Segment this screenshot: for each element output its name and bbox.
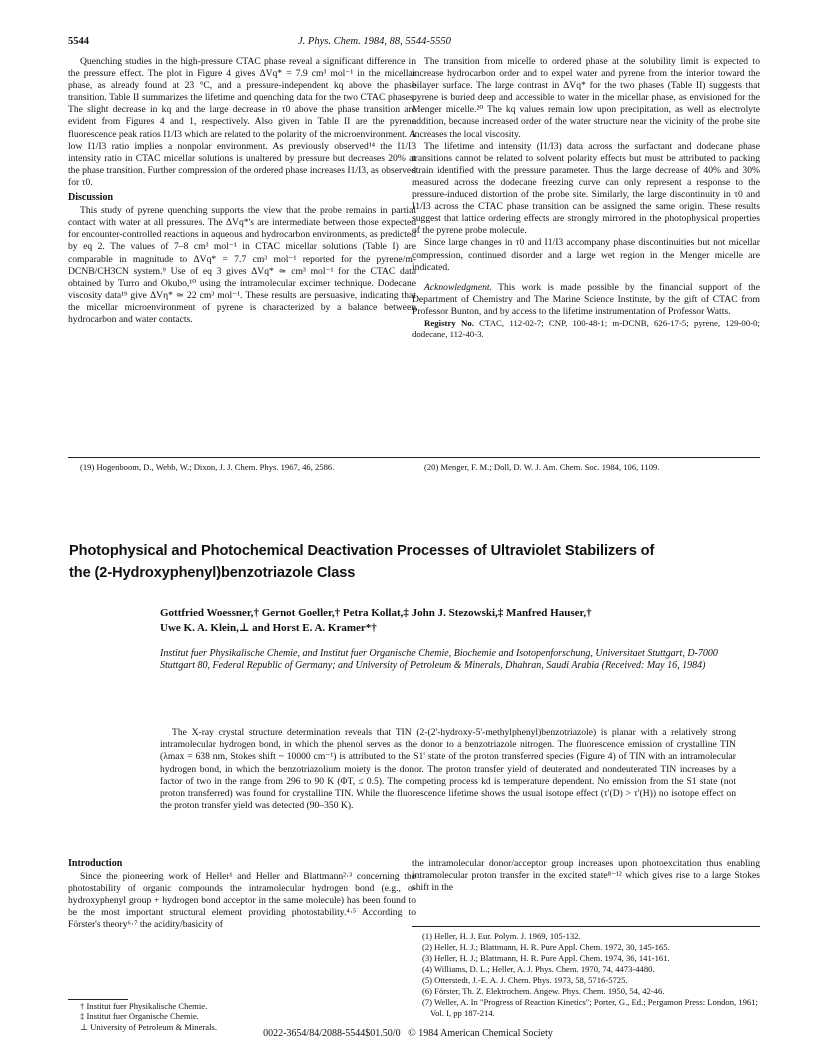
footer-code: 0022-3654/84/2088-5544$01.50/0 (263, 1028, 401, 1039)
article-title-line-2: the (2-Hydroxyphenyl)benzotriazole Class (69, 565, 356, 581)
discussion-heading: Discussion (68, 192, 114, 204)
left-paragraph-2: This study of pyrene quenching supports the view that the probe remains in partial contact with water at all pressures. The ΔVq*'s are intermediate between those expected for encounter-controlled reactions in aqueous and hydrocarbon environments, as predicted by eq 2. The values of 7–8 cm³ mol⁻¹ in CTAC micellar solutions (Table I) are comparable in magnitude to ΔVq* = 7.7 cm³ mol⁻¹ reported for the pyrene/m-DCNB/CH3CN system.⁹ Use of eq 3 gives ΔVq* ≃ cm³ mol⁻¹ for the CTAC data obtained by Turro and Okubo,¹⁰ using the intramolecular excimer technique. Dodecane viscosity data¹⁹ give ΔVη* ≃ 22 cm³ mol⁻¹. These results are persuasive, indicating that the micellar microenvironment of pyrene is characterized by a balance between hydrocarbon and water contacts. (68, 205, 416, 325)
introduction-heading: Introduction (68, 858, 123, 869)
affil-footnote-rule (68, 999, 128, 1000)
abstract (160, 727, 736, 812)
right-paragraph-3: Since large changes in τ0 and I1/I3 accompany phase discontinuities but not micellar compression, continued disorder and a large wet region in the Menger micelle are indicated. (412, 237, 760, 273)
reference-2: (2) Heller, H. J.; Blattmann, H. R. Pure Appl. Chem. 1972, 30, 145-165. (422, 942, 670, 952)
affil-note-2: ‡ Institut fuer Organische Chemie. (80, 1011, 199, 1022)
reference-4: (4) Williams, D. L.; Heller, A. J. Phys. Chem. 1970, 74, 4473-4480. (422, 964, 655, 974)
registry-text: CTAC, 112-02-7; CNP, 100-48-1; m-DCNB, 626-17-5; pyrene, 129-00-0; dodecane, 112-40-3. (412, 317, 760, 339)
left-paragraph-1: Quenching studies in the high-pressure CTAC phase reveal a significant difference in the pressure effect. The plot in Figure 4 gives ΔVq* = 7.9 cm³ mol⁻¹ in the micellar phase, as already found at 23 °C, and a pressure-independent kq above the phase transition. Table II summarizes the lifetime and quenching data for the two CTAC phases. The slight decrease in kq and the large decrease in τ0 above the phase transition are evident from Figures 4 and 1, respectively. Also given in Table II are the pyrene fluorescence peak ratios I1/I3 which are related to the polarity of the microenvironment. A low I1/I3 ratio implies a nonpolar environment. As previously observed¹⁴ the I1/I3 intensity ratio in CTAC micellar solutions is unaltered by pressure but decreases 20% at the phase transition. Further compression of the ordered phase increases I1/I3, as observed for τ0. (68, 56, 416, 188)
right-paragraph-1: The transition from micelle to ordered phase at the solubility limit is expected to increase hydrocarbon order and to expel water and pyrene from the interior toward the bilayer surface. The large contrast in ΔVq* for the two phases (Table II) suggests that pyrene is buried deep and accessible to water in the micellar phase, as envisioned for the Menger micelle.²⁰ The kq values remain low upon precipitation, as well as electrolyte addition, because increased order of the water structure near the vicinity of the probe site increases the local viscosity. (412, 56, 760, 140)
footer-copyright: © 1984 American Chemical Society (408, 1028, 553, 1039)
footnote-rule-left (68, 457, 416, 458)
acknowledgment-label: Acknowledgment. (424, 281, 492, 293)
right-paragraph-2: The lifetime and intensity (I1/I3) data across the surfactant and dodecane phase transitions cannot be related to solvent polarity effects but must be attributed to packing strain identified with the pressure parameter. Thus the large decrease of 40% and 30% measured across the dodecane freezing curve can only represent a response to the pressure-induced distortion of the probe site. Similarly, the large discontinuity in τ0 and I1/I3 across the CTAC phase transition can be assigned the same origin. These results suggest that lattice ordering effects are strongly mirrored in the photophysical properties of the pyrene probe molecule. (412, 140, 760, 237)
affil-note-3: ⊥ University of Petroleum & Minerals. (80, 1021, 217, 1032)
reference-3: (3) Heller, H. J.; Blattmann, H. R. Pure Appl. Chem. 1974, 36, 141-161. (422, 953, 670, 963)
reference-1: (1) Heller, H. J. Eur. Polym. J. 1969, 105-132. (422, 931, 581, 941)
footnote-20: (20) Menger, F. M.; Doll, D. W. J. Am. Chem. Soc. 1984, 106, 1109. (424, 462, 660, 472)
footnote-19: (19) Hogenboom, D., Webb, W.; Dixon, J. J. Chem. Phys. 1967, 46, 2586. (80, 462, 335, 472)
authors-line-2: Uwe K. A. Klein,⊥ and Horst E. A. Kramer*† (160, 622, 377, 634)
reference-7: (7) Weller, A. In "Progress of Reaction Kinetics"; Porter, G., Ed.; Pergamon Press: London, 1961; Vol. I, pp 187-214. (422, 997, 758, 1018)
intro-left-column (68, 858, 416, 932)
intro-right-column (412, 858, 760, 894)
intro-left-text: Since the pioneering work of Heller¹ and Heller and Blattmann²·³ concerning the photostability of organic compounds the intramolecular hydrogen bond (e.g., o-hydroxyphenyl group + hydrogen bond acceptor in the same molecule) has been found to be the most important structural element providing photostability.⁴·⁵ According to Förster's theory⁶·⁷ the acidity/basicity of (68, 871, 416, 931)
references-rule (412, 926, 760, 927)
page-number: 5544 (68, 36, 89, 47)
reference-6: (6) Förster, Th. Z. Elektrochem. Angew. Phys. Chem. 1950, 54, 42-46. (422, 986, 665, 996)
footnote-rule-right (412, 457, 760, 458)
left-column (68, 56, 416, 326)
article-title (69, 540, 759, 584)
acknowledgment-text: This work is made possible by the financial support of the Department of Chemistry and The Marine Science Institute, by the gift of CTAC from Professor Bunton, and by access to the lifetime instrumentation of Professor Watts. (412, 281, 760, 317)
right-column (412, 56, 760, 340)
abstract-text: The X-ray crystal structure determination reveals that TIN (2-(2'-hydroxy-5'-methylphenyl)benzotriazole) is planar with a relatively strong intramolecular hydrogen bond, in which the phenol serves as the donor to a benzotriazole nitrogen. The fluorescence emission of crystalline TIN (λmax = 638 nm, Stokes shift ~ 10000 cm⁻¹) is attributed to the S1' state of the proton transferred species (Figure 4) of TIN with an intramolecular hydrogen bond, in which the benzotriazolium moiety is the donor. The proton transfer yield of deuterated and nondeuterated TIN increases by a factor of two in the range from 296 to 90 K (ΦT, ≤ 0.5). The competing process kd is temperature dependent. No emission from the S1 state (not proton transferred) was found for crystalline TIN. While the fluorescence lifetime shows the usual isotope effect (τ'(D) > τ'(H)) no isotope effect on the proton transfer yield was detected (90–350 K). (160, 727, 736, 812)
references (412, 931, 760, 1019)
authors (160, 606, 740, 636)
intro-right-text: the intramolecular donor/acceptor group increases upon photoexcitation thus enabling intramolecular proton transfer in the excited state⁸⁻¹² which gives rise to a large Stokes shift in the (412, 858, 760, 894)
acknowledgment (412, 282, 760, 318)
footer (0, 1028, 816, 1039)
registry-label: Registry No. (424, 317, 474, 328)
article-title-line-1: Photophysical and Photochemical Deactivation Processes of Ultraviolet Stabilizers of (69, 543, 655, 559)
registry-numbers (412, 318, 760, 340)
affiliation: Institut fuer Physikalische Chemie, and Institut fuer Organische Chemie, Biochemie and Isotopenforschung, Universitaet Stuttgart, D-7000 Stuttgart 80, Federal Republic of Germany; and University of Petroleum & Minerals, Dhahran, Saudi Arabia (Received: May 16, 1984) (160, 648, 718, 672)
affil-note-1: † Institut fuer Physikalische Chemie. (80, 1001, 208, 1011)
running-header: J. Phys. Chem. 1984, 88, 5544-5550 (298, 36, 451, 47)
authors-line-1: Gottfried Woessner,† Gernot Goeller,† Petra Kollat,‡ John J. Stezowski,‡ Manfred Hauser,† (160, 607, 592, 619)
reference-5: (5) Otterstedt, J.-E. A. J. Chem. Phys. 1973, 58, 5716-5725. (422, 975, 628, 985)
